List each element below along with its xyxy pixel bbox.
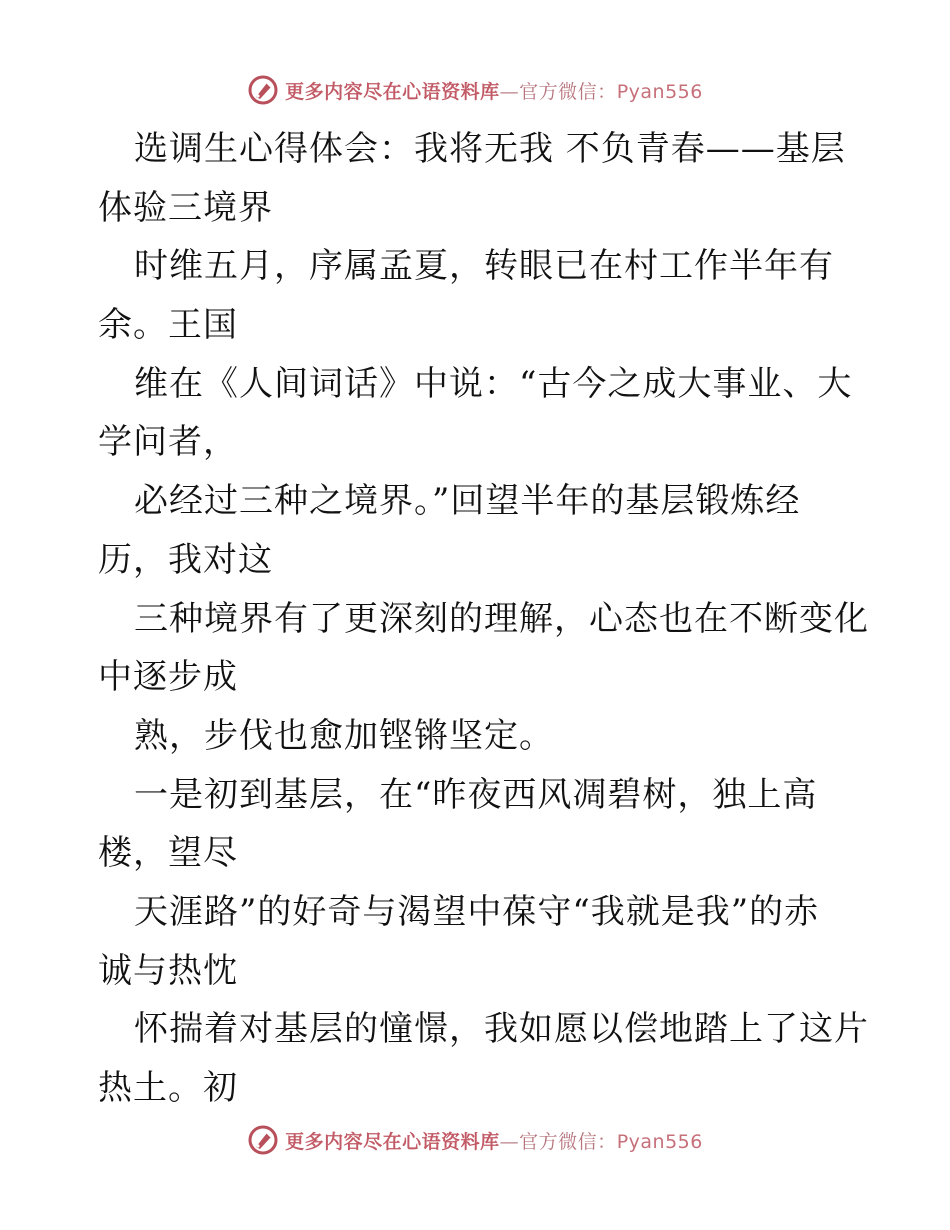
text-line: 熟，步伐也愈加铿锵坚定。: [134, 715, 554, 756]
text-line: 历，我对这: [98, 539, 273, 580]
text-line: 怀揣着对基层的憧憬，我如愿以偿地踏上了这片: [134, 1009, 869, 1050]
watermark-wechat-id: Pyan556: [616, 1130, 703, 1153]
text-line: 体验三境界: [98, 187, 273, 228]
watermark-wechat-label: 官方微信：: [519, 1130, 617, 1153]
text-line: 时维五月，序属孟夏，转眼已在村工作半年有: [134, 246, 834, 287]
watermark-separator: —: [499, 80, 520, 103]
text-line: 学问者，: [98, 422, 238, 463]
text-line: 天涯路”的好奇与渴望中葆守“我就是我”的赤: [134, 891, 820, 932]
text-line: 楼，望尽: [98, 833, 238, 874]
text-line: 热土。初: [98, 1068, 238, 1108]
document-body: [98, 120, 869, 1118]
text-line: 余。王国: [98, 305, 238, 346]
watermark-main-text: 更多内容尽在心语资料库: [285, 1130, 500, 1153]
pen-nib-logo-icon: [247, 74, 279, 106]
text-line: 诚与热忱: [98, 950, 238, 991]
watermark-separator: —: [499, 1130, 520, 1153]
watermark-wechat-label: 官方微信：: [519, 80, 617, 103]
watermark-wechat-id: Pyan556: [616, 80, 703, 103]
pen-nib-logo-icon: [247, 1124, 279, 1156]
footer-watermark: [0, 1120, 950, 1160]
text-line: 选调生心得体会：我将无我 不负青春——基层: [134, 129, 846, 169]
watermark-main-text: 更多内容尽在心语资料库: [285, 80, 500, 103]
text-line: 中逐步成: [98, 657, 238, 698]
watermark-text: [285, 1127, 703, 1154]
header-watermark: [0, 70, 950, 110]
text-line: 维在《人间词话》中说：“古今之成大事业、大: [134, 363, 853, 404]
text-line: 一是初到基层，在“昨夜西风凋碧树，独上高: [134, 774, 818, 815]
watermark-text: [285, 77, 703, 104]
text-line: 必经过三种之境界。”回望半年的基层锻炼经: [134, 481, 801, 522]
text-line: 三种境界有了更深刻的理解，心态也在不断变化: [134, 598, 869, 639]
